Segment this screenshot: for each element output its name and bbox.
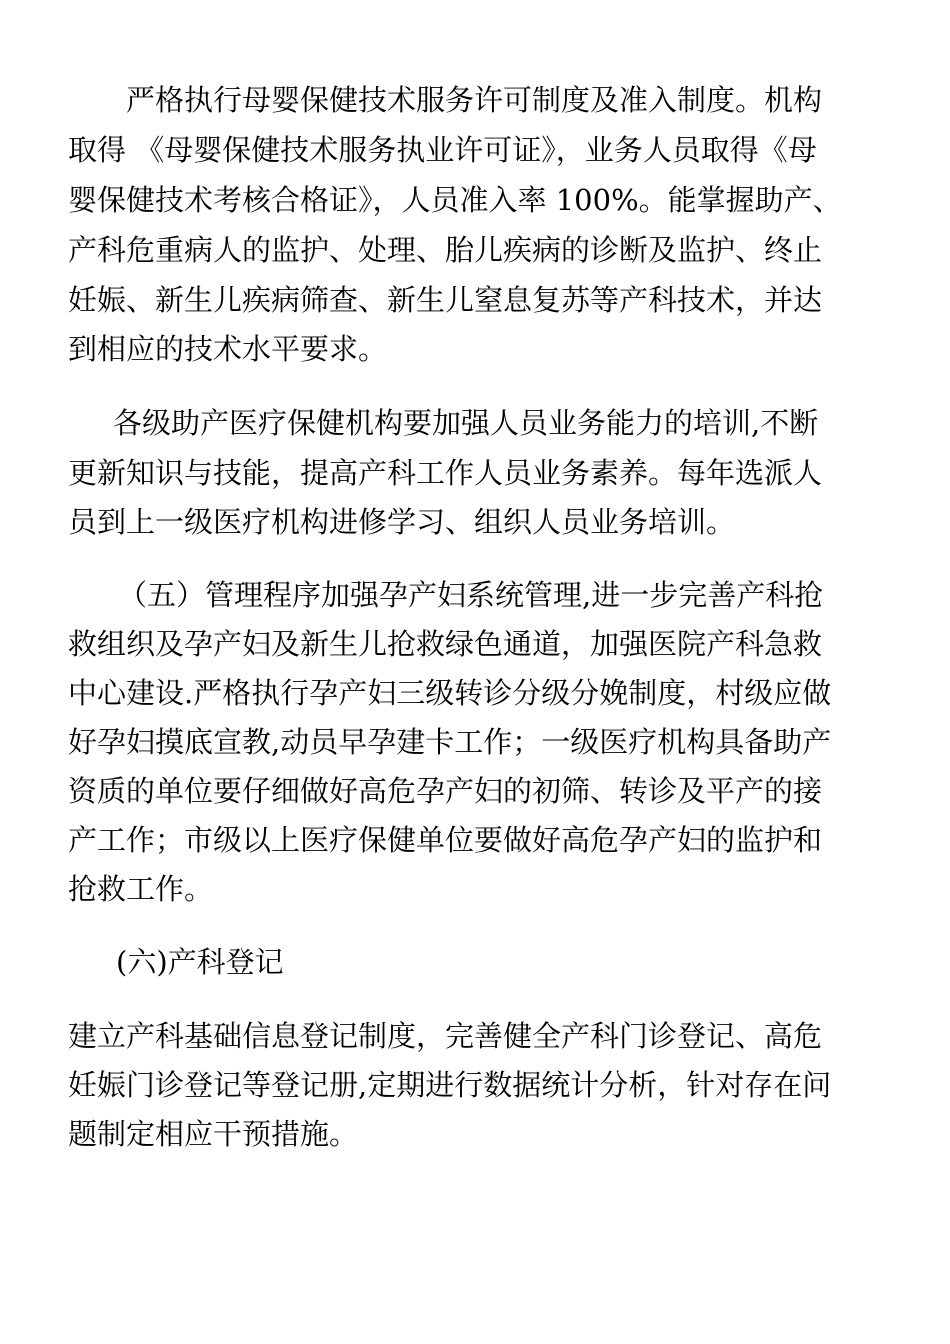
text-line: 题制定相应干预措施。 bbox=[68, 1117, 359, 1151]
text-line: 抢救工作。 bbox=[68, 872, 214, 906]
text-line: 产科危重病人的监护、处理、胎儿疾病的诊断及监护、终止 bbox=[68, 233, 823, 267]
text-line: 建立产科基础信息登记制度，完善健全产科门诊登记、高危 bbox=[68, 1019, 823, 1053]
text-line: 中心建设.严格执行孕产妇三级转诊分级分娩制度，村级应做 bbox=[68, 676, 832, 710]
text-line: 好孕妇摸底宣教,动员早孕建卡工作；一级医疗机构具备助产 bbox=[68, 725, 832, 759]
text-line: 资质的单位要仔细做好高危孕产妇的初筛、转诊及平产的接 bbox=[68, 774, 823, 808]
text-line: 更新知识与技能，提高产科工作人员业务素养。每年选派人 bbox=[68, 456, 823, 490]
text-line: 救组织及孕产妇及新生儿抢救绿色通道，加强医院产科急救 bbox=[68, 627, 823, 661]
text-line: 婴保健技术考核合格证》，人员准入率 100%。能掌握助产、 bbox=[68, 183, 842, 217]
text-line: 各级助产医疗保健机构要加强人员业务能力的培训,不断 bbox=[113, 406, 819, 440]
text-line: 妊娠门诊登记等登记册,定期进行数据统计分析，针对存在问 bbox=[68, 1068, 832, 1102]
text-line: 到相应的技术水平要求。 bbox=[68, 332, 388, 366]
text-line: 严格执行母婴保健技术服务许可制度及准入制度。机构 bbox=[126, 83, 823, 117]
text-line: 取得 《母婴保健技术服务执业许可证》，业务人员取得《母 bbox=[68, 133, 817, 167]
text-line: 员到上一级医疗机构进修学习、组织人员业务培训。 bbox=[68, 505, 736, 539]
section-heading: (六)产科登记 bbox=[116, 945, 284, 979]
text-line: （五）管理程序加强孕产妇系统管理,进一步完善产科抢 bbox=[118, 578, 824, 612]
text-line: 产工作；市级以上医疗保健单位要做好高危孕产妇的监护和 bbox=[68, 823, 823, 857]
text-line: 妊娠、新生儿疾病筛查、新生儿窒息复苏等产科技术，并达 bbox=[68, 283, 823, 317]
